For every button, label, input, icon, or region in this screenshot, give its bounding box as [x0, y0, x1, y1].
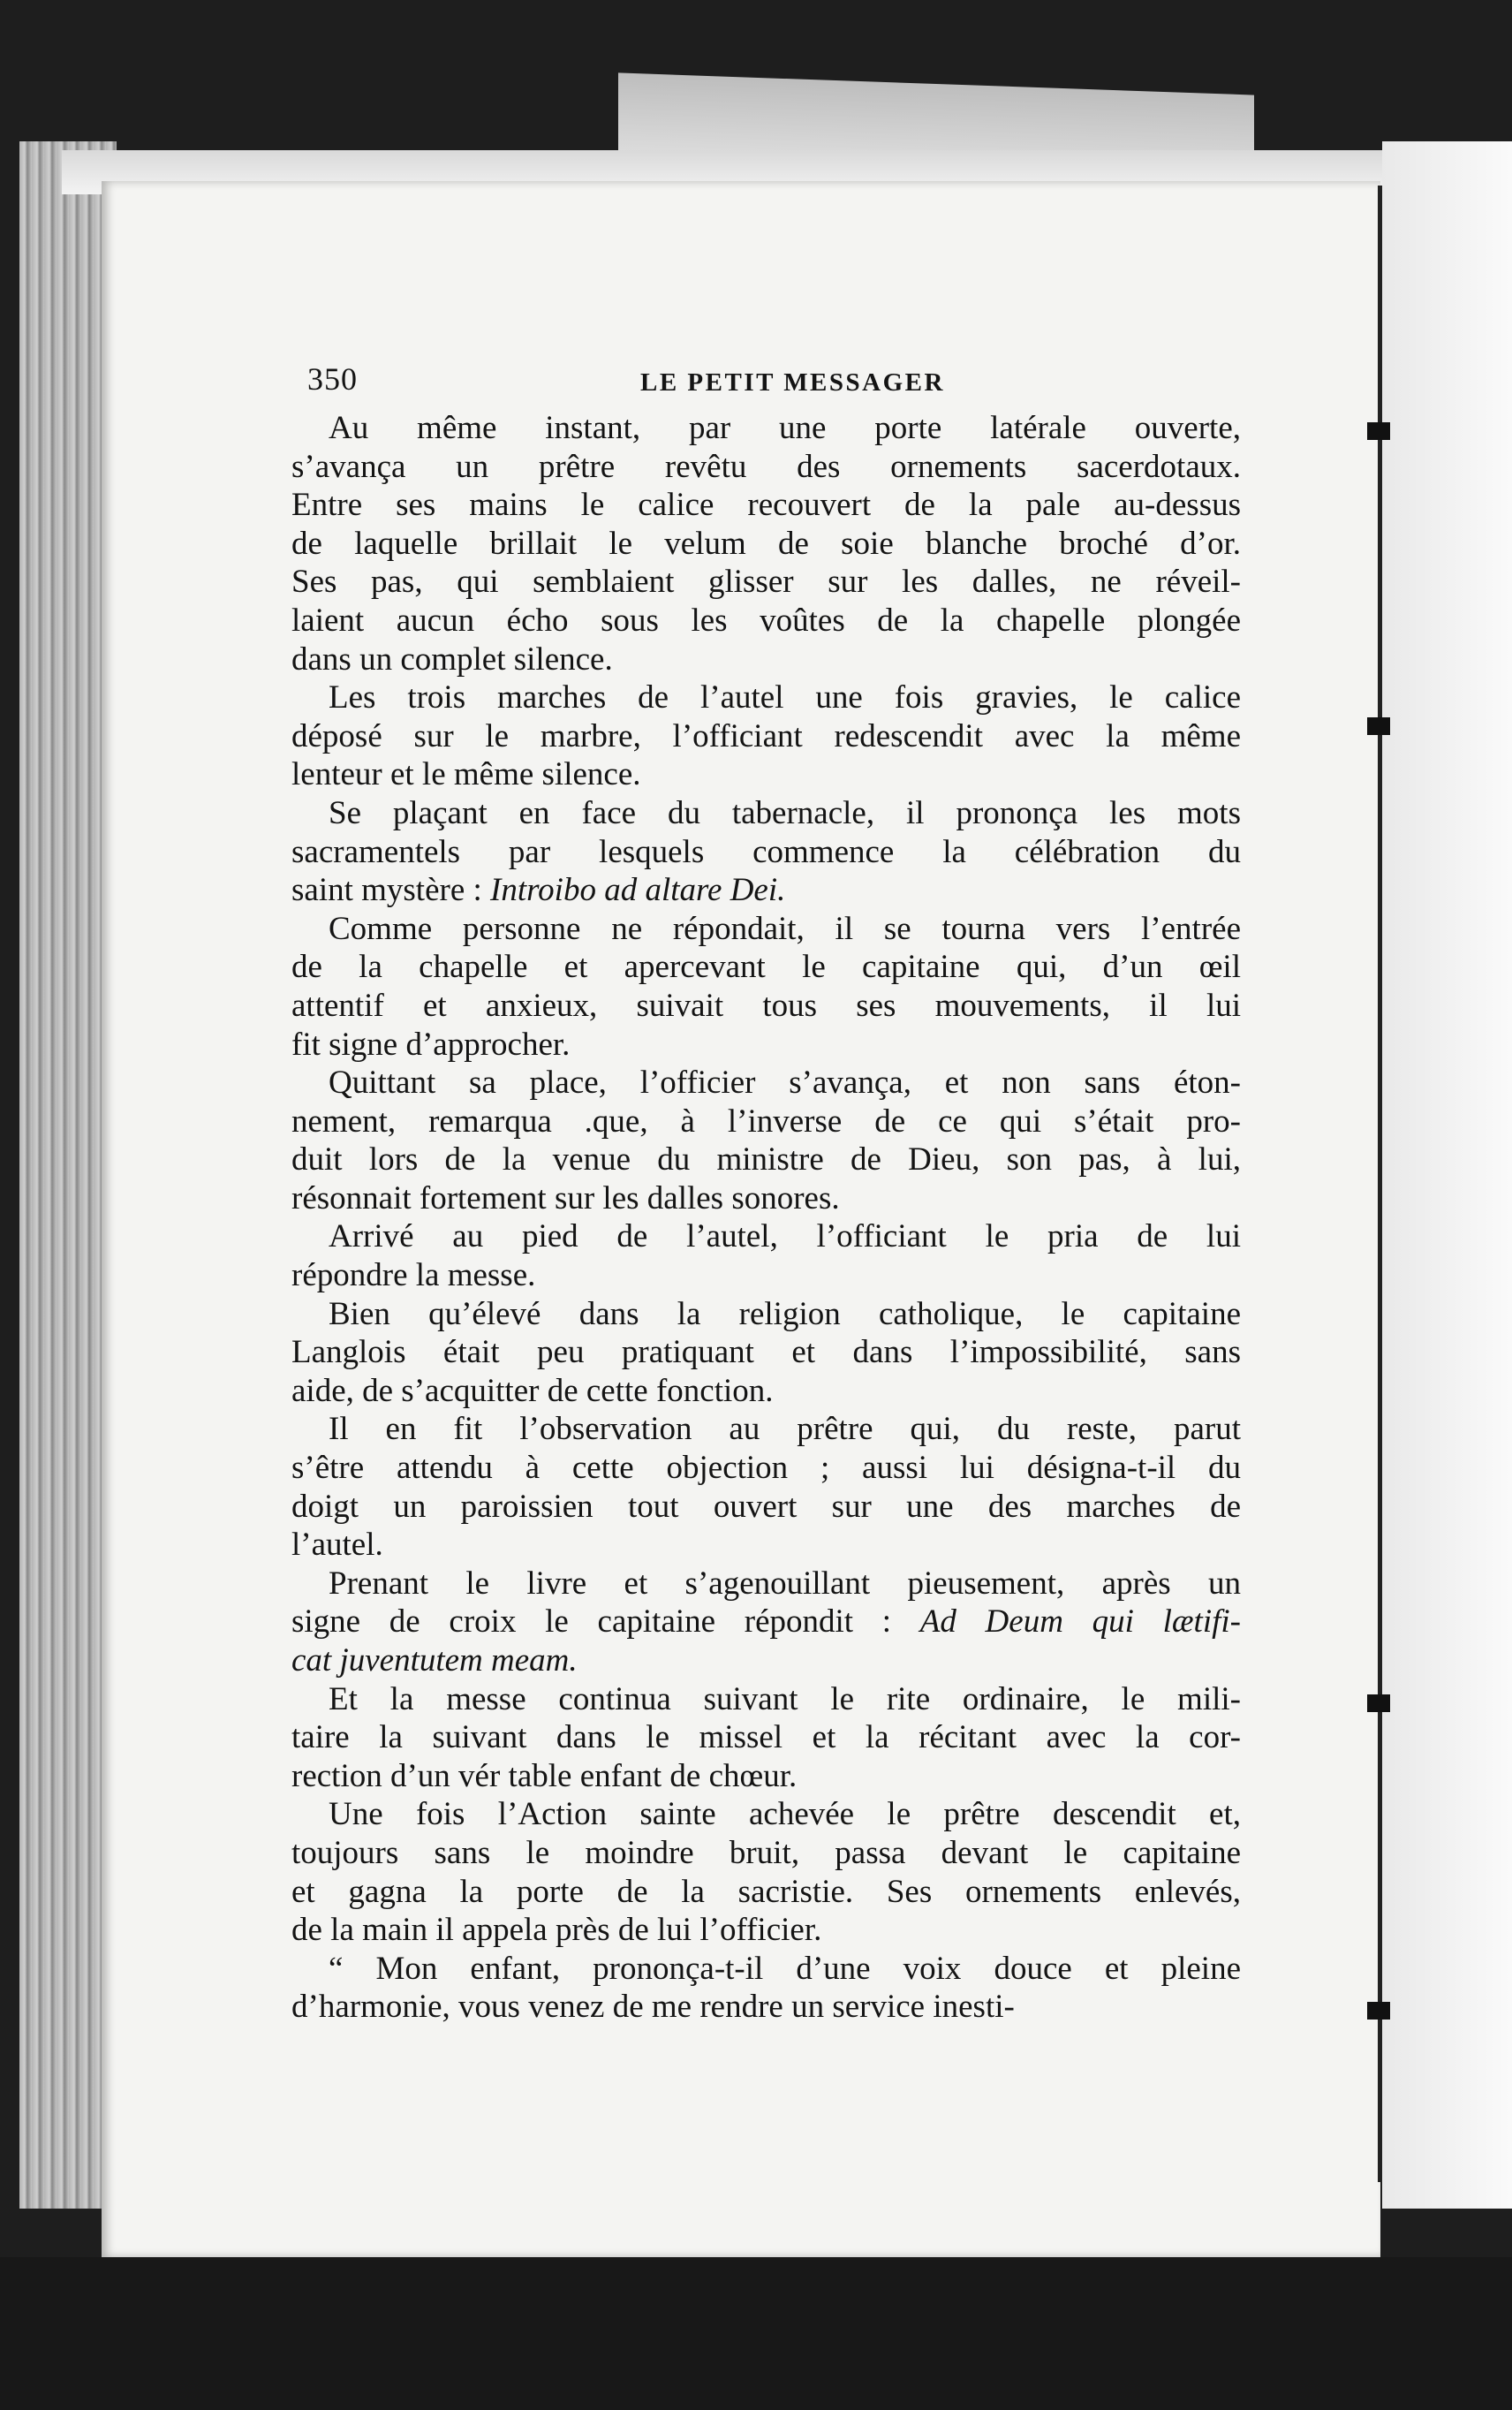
text-line: de laquelle brillait le velum de soie blanche broché d’or. — [291, 525, 1241, 562]
text-line: Les trois marches de l’autel une fois gravies, le calice — [329, 679, 1241, 716]
page-text — [291, 360, 1241, 2027]
text-line: Entre ses mains le calice recouvert de la pale au-dessus — [291, 487, 1241, 524]
text-line: sacramentels par lesquels commence la célébration du — [291, 833, 1241, 870]
text-line: de la main il appela près de lui l’officier. — [291, 1912, 822, 1949]
text-line: Comme personne ne répondait, il se tourna vers l’entrée — [329, 910, 1241, 947]
binding-stitch — [1367, 422, 1390, 440]
paragraph — [291, 678, 1241, 794]
facing-page — [1382, 141, 1512, 2209]
text-line: l’autel. — [291, 1527, 383, 1564]
binding-stitch — [1367, 2002, 1390, 2020]
text-line: Ses pas, qui semblaient glisser sur les dalles, ne réveil- — [291, 564, 1241, 601]
paragraph — [291, 1795, 1241, 1949]
text-line: répondre la messe. — [291, 1257, 536, 1294]
text-line: résonnait fortement sur les dalles sonores. — [291, 1179, 840, 1216]
text-line: Une fois l’Action sainte achevée le prêtre descendit et, — [329, 1796, 1241, 1833]
text-line: Il en fit l’observation au prêtre qui, du reste, parut — [329, 1411, 1241, 1448]
text-line: laient aucun écho sous les voûtes de la chapelle plongée — [291, 602, 1241, 639]
text-line: d’harmonie, vous venez de me rendre un service inesti- — [291, 1989, 1015, 2026]
text-line: duit lors de la venue du ministre de Dieu, son pas, à lui, — [291, 1141, 1241, 1178]
paragraph — [291, 1217, 1241, 1294]
text-line: s’être attendu à cette objection ; aussi lui désigna-t-il du — [291, 1450, 1241, 1487]
binding-stitch — [1367, 717, 1390, 735]
paragraph — [291, 1064, 1241, 1217]
text-line: “ Mon enfant, prononça-t-il d’une voix douce et pleine — [329, 1950, 1241, 1987]
paragraph — [291, 794, 1241, 910]
body-text — [291, 409, 1241, 2027]
text-line: fit signe d’approcher. — [291, 1026, 571, 1063]
paragraph — [291, 409, 1241, 678]
text-line: Arrivé au pied de l’autel, l’officiant le pria de lui — [329, 1218, 1241, 1255]
latin-phrase: Ad Deum qui lætifi- — [919, 1603, 1241, 1641]
text-line: Langlois était peu pratiquant et dans l’impossibilité, sans — [291, 1334, 1241, 1371]
paragraph — [291, 1565, 1241, 1680]
text-line: rection d’un vér table enfant de chœur. — [291, 1757, 798, 1794]
text-line: Quittant sa place, l’officier s’avança, et non sans éton- — [329, 1065, 1241, 1102]
paragraph — [291, 910, 1241, 1064]
paragraph — [291, 1295, 1241, 1411]
binding-line — [1378, 186, 1382, 2182]
text-line: dans un complet silence. — [291, 640, 613, 678]
text-line: Prenant le livre et s’agenouillant pieusement, après un — [329, 1565, 1241, 1602]
latin-phrase: Introibo ad altare Dei. — [490, 872, 786, 909]
running-title: LE PETIT MESSAGER — [640, 368, 945, 397]
latin-phrase: cat juventutem meam. — [291, 1642, 578, 1679]
binding-stitch — [1367, 1694, 1390, 1712]
paragraph — [291, 1410, 1241, 1564]
text-line: doigt un paroissien tout ouvert sur une des marches de — [291, 1488, 1241, 1525]
text-line: taire la suivant dans le missel et la récitant avec la cor- — [291, 1719, 1241, 1756]
paragraph — [291, 1950, 1241, 2027]
text-line: Au même instant, par une porte latérale ouverte, — [329, 410, 1241, 446]
text-line: aide, de s’acquitter de cette fonction. — [291, 1372, 774, 1409]
text-line: de la chapelle et apercevant le capitaine qui, d’un œil — [291, 949, 1241, 986]
text-line: saint mystère : Introibo ad altare Dei. — [291, 872, 786, 909]
paragraph — [291, 1680, 1241, 1796]
text-line: nement, remarqua .que, à l’inverse de ce qui s’était pro- — [291, 1103, 1241, 1140]
text-line: Et la messe continua suivant le rite ordinaire, le mili- — [329, 1680, 1241, 1717]
page-number: 350 — [307, 361, 358, 397]
text-line: lenteur et le même silence. — [291, 756, 641, 793]
film-border — [0, 2257, 1512, 2410]
page-header — [291, 360, 1241, 409]
text-line: signe de croix le capitaine répondit : Ad Deum qui lætifi- — [291, 1603, 1241, 1641]
text-line: attentif et anxieux, suivait tous ses mouvements, il lui — [291, 987, 1241, 1024]
text-line: Bien qu’élevé dans la religion catholique, le capitaine — [329, 1295, 1241, 1332]
text-line: Se plaçant en face du tabernacle, il prononça les mots — [329, 794, 1241, 831]
text-line: toujours sans le moindre bruit, passa devant le capitaine — [291, 1834, 1241, 1871]
text-line: s’avança un prêtre revêtu des ornements sacerdotaux. — [291, 448, 1241, 485]
text-line: déposé sur le marbre, l’officiant redescendit avec la même — [291, 717, 1241, 754]
text-line: et gagna la porte de la sacristie. Ses ornements enlevés, — [291, 1873, 1241, 1910]
